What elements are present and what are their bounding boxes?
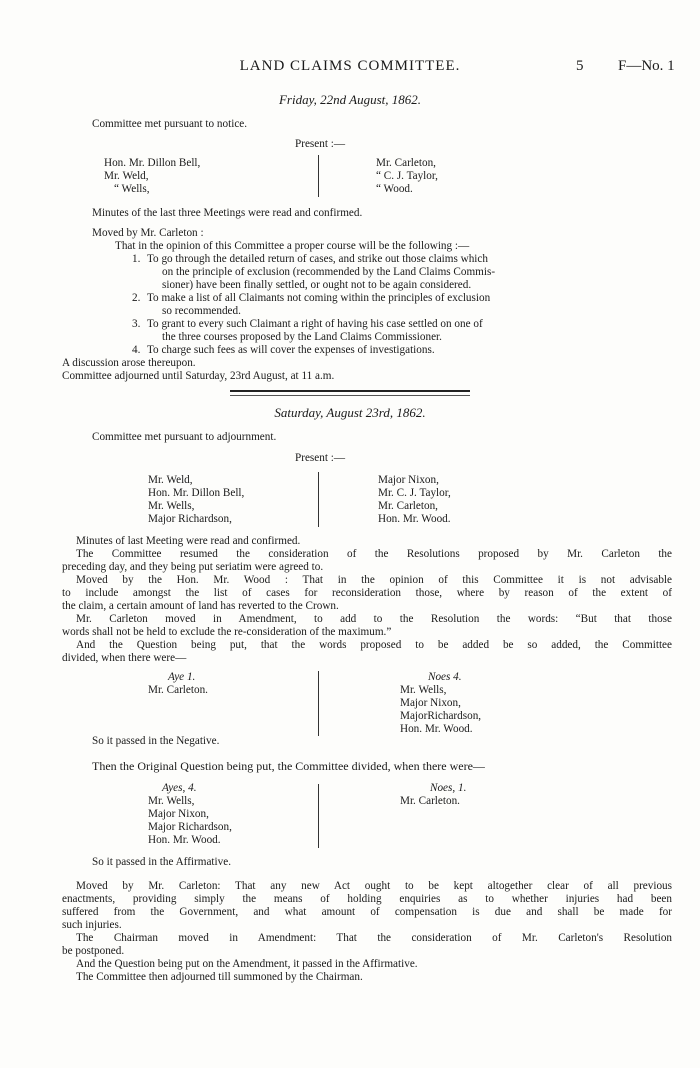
vote1-noes-label: Noes 4. — [428, 671, 462, 683]
meeting2-date: Saturday, August 23rd, 1862. — [274, 405, 426, 420]
paragraph-line: such injuries. — [62, 919, 122, 931]
attendee: Hon. Mr. Dillon Bell, — [148, 487, 245, 499]
column-divider — [318, 784, 319, 848]
page-number: 5 — [576, 58, 584, 74]
section-divider — [230, 390, 470, 392]
meeting1-date: Friday, 22nd August, 1862. — [278, 92, 422, 107]
voter: Mr. Wells, — [148, 795, 195, 807]
paragraph-line: Moved by the Hon. Mr. Wood : That in the opinion of this Committee it is not advisable — [76, 574, 672, 586]
voter: MajorRichardson, — [400, 710, 482, 722]
attendee: “ C. J. Taylor, — [376, 170, 438, 182]
vote1-ayes-label: Aye 1. — [168, 671, 196, 683]
voter: Mr. Wells, — [400, 684, 447, 696]
attendee: Mr. C. J. Taylor, — [378, 487, 451, 499]
vote1-ayes — [148, 684, 208, 697]
section-divider — [230, 395, 470, 396]
meeting1-present-right — [376, 157, 438, 196]
paragraph-line: The Committee then adjourned till summoned by the Chairman. — [76, 971, 363, 983]
vote2-noes-label: Noes, 1. — [430, 782, 467, 794]
item-text: so recommended. — [162, 305, 241, 317]
paragraph-line: The Chairman moved in Amendment: That the consideration of Mr. Carleton's Resolution — [76, 932, 672, 944]
vote1-result: So it passed in the Negative. — [92, 735, 220, 747]
voter: Major Nixon, — [148, 808, 209, 820]
voter: Major Nixon, — [400, 697, 461, 709]
item-text: To go through the detailed return of cases, and strike out those claims which — [147, 253, 488, 265]
attendee: “ Wells, — [114, 183, 150, 195]
paragraph-line: Moved by Mr. Carleton: That any new Act ought to be kept altogether clear of all previous — [76, 880, 672, 892]
meeting1-minutes: Minutes of the last three Meetings were read and confirmed. — [92, 207, 363, 219]
paragraph-line: And the Question being put on the Amendment, it passed in the Affirmative. — [76, 958, 418, 970]
voter: Hon. Mr. Wood. — [148, 834, 221, 846]
item-number: 4. — [132, 344, 141, 356]
item-number: 2. — [132, 292, 141, 304]
page-title: LAND CLAIMS COMMITTEE. — [239, 58, 461, 74]
paragraph-line: be postponed. — [62, 945, 125, 957]
item-text: To grant to every such Claimant a right of having his case settled on one of — [147, 318, 483, 330]
attendee: Mr. Weld, — [104, 170, 149, 182]
attendee: Hon. Mr. Dillon Bell, — [104, 157, 201, 169]
meeting1-present-label: Present :— — [295, 138, 346, 150]
voter: Major Richardson, — [148, 821, 232, 833]
attendee: Mr. Carleton, — [376, 157, 436, 169]
meeting1-present-left — [104, 157, 200, 196]
meeting2-present-label: Present :— — [295, 452, 346, 464]
item-number: 3. — [132, 318, 141, 330]
paragraph-line: The Committee resumed the consideration of the Resolutions proposed by Mr. Carleton the — [76, 548, 672, 560]
vote2-noes — [400, 795, 460, 808]
attendee: Hon. Mr. Wood. — [378, 513, 451, 525]
minutes-line: Minutes of last Meeting were read and confirmed. — [76, 535, 301, 547]
attendee: “ Wood. — [376, 183, 413, 195]
voter: Mr. Carleton. — [148, 684, 208, 696]
item-number: 1. — [132, 253, 141, 265]
original-question: Then the Original Question being put, the Committee divided, when there were— — [92, 759, 485, 773]
paragraph-line: Mr. Carleton moved in Amendment, to add to the Resolution the words: “But that those — [76, 613, 672, 625]
paragraph-line: divided, when there were— — [62, 652, 187, 664]
attendee: Major Nixon, — [378, 474, 439, 486]
paragraph-line: enactments, providing simply the means of holding enquiries as to whether injuries had been — [62, 893, 672, 905]
attendee: Mr. Wells, — [148, 500, 195, 512]
meeting2-present-left — [148, 474, 244, 526]
paragraph-line: preceding day, and they being put seriatim were agreed to. — [62, 561, 324, 573]
attendee: Mr. Carleton, — [378, 500, 438, 512]
attendee: Mr. Weld, — [148, 474, 193, 486]
vote2-ayes — [148, 795, 232, 847]
item-text: To charge such fees as will cover the expenses of investigations. — [147, 344, 435, 356]
meeting1-discussion: A discussion arose thereupon. — [62, 357, 196, 369]
paragraph-line: And the Question being put, that the words proposed to be added be so added, the Committee — [76, 639, 672, 651]
paragraph-line: the claim, a certain amount of land has reverted to the Crown. — [62, 600, 339, 612]
meeting1-adjourned: Committee adjourned until Saturday, 23rd August, at 11 a.m. — [62, 370, 335, 382]
meeting2-present-right — [378, 474, 451, 526]
document-reference: F—No. 1 — [618, 58, 675, 74]
paragraph-line: to include amongst the list of cases for reconsideration those, where by reason of the extent of — [62, 587, 672, 599]
voter: Mr. Carleton. — [400, 795, 460, 807]
motion-intro: That in the opinion of this Committee a proper course will be the following :— — [115, 240, 470, 252]
column-divider — [318, 671, 319, 736]
paragraph-line: suffered from the Government, and what amount of compensation is due and shall be made for — [62, 906, 672, 918]
meeting2-opening: Committee met pursuant to adjournment. — [92, 431, 277, 443]
attendee: Major Richardson, — [148, 513, 232, 525]
paragraph-line: words shall not be held to exclude the re-consideration of the maximum.” — [62, 626, 392, 638]
vote2-result: So it passed in the Affirmative. — [92, 856, 231, 868]
vote1-noes — [400, 684, 481, 736]
vote2-ayes-label: Ayes, 4. — [162, 782, 197, 794]
column-divider — [318, 472, 319, 527]
meeting1-moved-by: Moved by Mr. Carleton : — [92, 227, 204, 239]
meeting1-opening: Committee met pursuant to notice. — [92, 118, 248, 130]
item-text: the three courses proposed by the Land Claims Commissioner. — [162, 331, 442, 343]
column-divider — [318, 155, 319, 197]
voter: Hon. Mr. Wood. — [400, 723, 473, 735]
item-text: sioner) have been finally settled, or ought not to be again considered. — [162, 279, 472, 291]
item-text: To make a list of all Claimants not coming within the principles of exclusion — [147, 292, 491, 304]
item-text: on the principle of exclusion (recommended by the Land Claims Commis- — [162, 266, 496, 278]
